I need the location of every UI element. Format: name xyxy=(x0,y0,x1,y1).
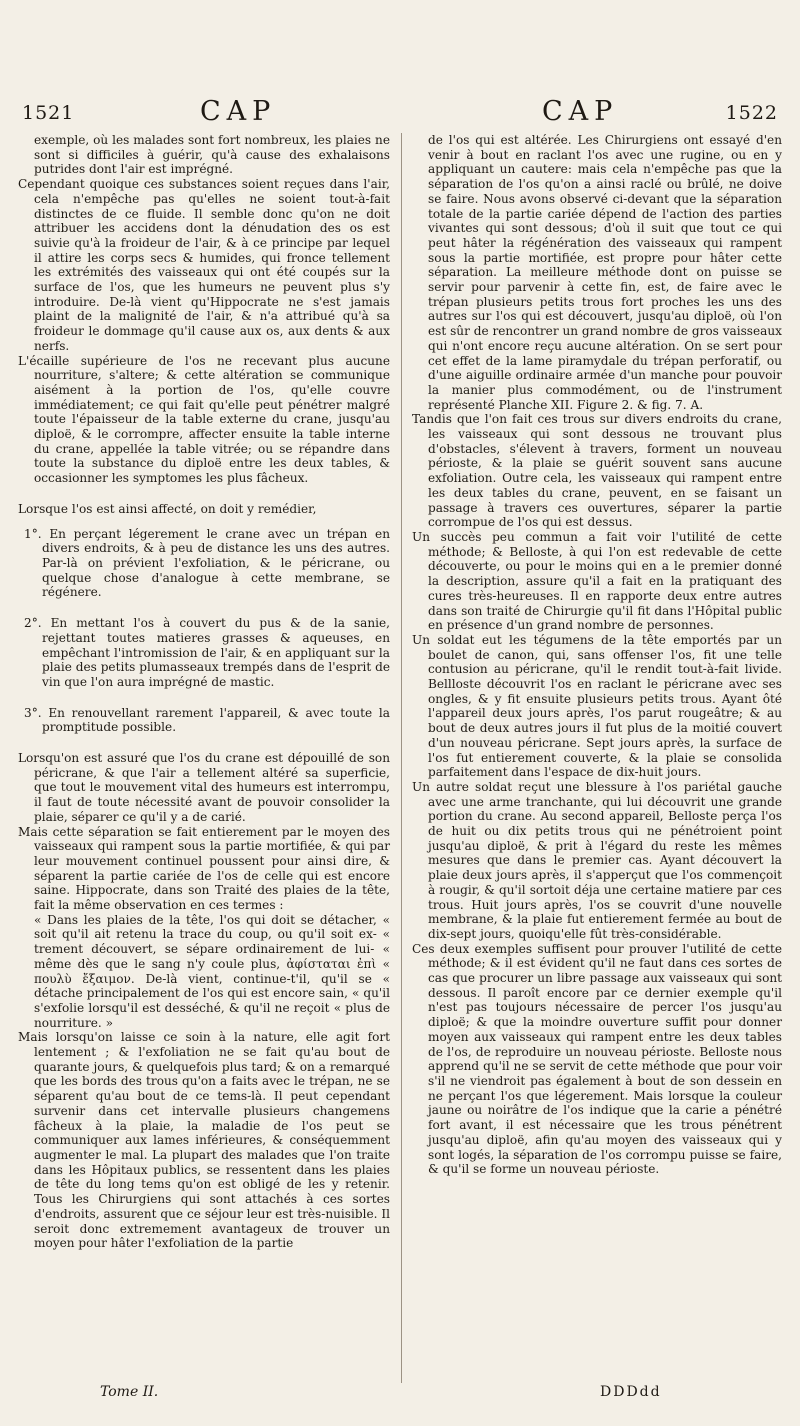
paragraph: Mais cette séparation se fait entierement par le moyen des vaisseaux qui rampent sous la partie mortifiée, & qui par leur mouvement continuel poussent pour ainsi dire, & séparent la partie cariée de l'os de celle qui est encore saine. Hippocrate, dans son Traité des plaies de la tête, fait la même observation en ces termes : xyxy=(18,824,390,913)
paragraph: Un succès peu commun a fait voir l'utilité de cette méthode; & Belloste, à qui l'on est redevable de cette découverte, ou pour le moins qui en a le premier donné la description, assure qu'il a fait en la pratiquant des cures très-heureuses. Il en rapporte deux entre autres dans son traité de Chirurgie qu'il fit dans l'Hôpital public en présence d'un grand nombre de personnes. xyxy=(412,529,782,633)
paragraph: L'écaille supérieure de l'os ne recevant plus aucune nourriture, s'altere; & cette altération se communique aisément à la portion de l'os, qu'elle couvre immédiatement; ce qui fait qu'elle peut pénétrer malgré toute l'épaisseur de la table externe du crane, jusqu'au diploë, & le corrompre, affecter ensuite la table interne du crane, appellée la table vitrée; ou se répandre dans toute la substance du diploë entre les deux tables, & occasionner les symptomes les plus fâcheux. xyxy=(18,353,390,486)
paragraph: « Dans les plaies de la tête, l'os qui doit se détacher, « soit qu'il ait retenu la trace du coup, ou qu'il soit ex- « trement découvert, se sépare ordinairement de lui- « même dès que le sang n'y coule plus, ἀφίσταται ἐπὶ « πουλὺ ἔξαιμον. De-là vient, continue-t'il, qu'il se « détache principalement de l'os qui est encore sain, « qu'il s'exfolie lorsqu'il est desséché, & qu'il ne reçoit « plus de nourriture. » xyxy=(34,912,390,1030)
left-column xyxy=(18,133,390,1251)
column-divider xyxy=(401,133,402,1383)
paragraph: Tandis que l'on fait ces trous sur divers endroits du crane, les vaisseaux qui sont dessous ne trouvant plus d'obstacles, s'élevent à travers, forment un nouveau périoste, & la plaie se guérit souvent sans aucune exfoliation. Outre cela, les vaisseaux qui rampent entre les deux tables du crane, peuvent, en se faisant un passage à travers ces ouvertures, séparer la partie corrompue de l'os qui est dessus. xyxy=(412,412,782,530)
gathering-signature: DDDdd xyxy=(600,1384,662,1400)
paragraph: Un soldat eut les tégumens de la tête emportés par un boulet de canon, qui, sans offenser l'os, fit une telle contusion au péricrane, qu'il le rendit tout-à-fait livide. Bellloste découvrit l'os en raclant le péricrane avec ses ongles, & y fit ensuite plusieurs petits trous. Ayant ôté l'appareil deux jours après, l'os parut rougeâtre; & au bout de deux autres jours il fut plus de la moitié couvert d'un nouveau péricrane. Sept jours après, la surface de l'os fut entierement couverte, & la plaie se consolida parfaitement dans l'espace de dix-huit jours. xyxy=(412,632,782,780)
paragraph: Lorsqu'on est assuré que l'os du crane est dépouillé de son péricrane, & que l'air a tellement altéré sa superficie, que tout le mouvement vital des humeurs est interrompu, il faut de toute nécessité avant de pouvoir consolider la plaie, séparer ce qu'il y a de carié. xyxy=(18,751,390,824)
paragraph: 3°. En renouvellant rarement l'appareil, & avec toute la promptitude possible. xyxy=(24,705,390,735)
paragraph: exemple, où les malades sont fort nombreux, les plaies ne sont si difficiles à guérir, qu'à cause des exhalaisons putrides dont l'air est imprégné. xyxy=(34,133,390,177)
paragraph: Lorsque l'os est ainsi affecté, on doit y remédier, xyxy=(18,501,317,516)
left-page-number: 1521 xyxy=(22,102,75,124)
right-page-number: 1522 xyxy=(725,102,778,124)
paragraph: 2°. En mettant l'os à couvert du pus & de la sanie, rejettant toutes matieres grasses & aqueuses, en empêchant l'intromission de l'air, & en appliquant sur la plaie des petits plumasseaux trempés dans de l'esprit de vin que l'on aura imprégné de mastic. xyxy=(24,616,390,689)
left-headword: CAP xyxy=(200,96,277,127)
paragraph: Cependant quoique ces substances soient reçues dans l'air, cela n'empêche pas qu'elles ne soient tout-à-fait distinctes de ce fluide. Il semble donc qu'on ne doit attribuer les accidens dont la dénudation des os est suivie qu'à la froideur de l'air, & à ce principe par lequel il attire les corps secs & humides, qui fronce tellement les extrémités des vaisseaux qui ont été coupés sur la surface de l'os, que les humeurs ne peuvent plus s'y introduire. De-là vient qu'Hippocrate ne s'est jamais plaint de la malignité de l'air, & n'a attribué qu'à sa froideur le dommage qu'il cause aux os, aux dents & aux nerfs. xyxy=(18,177,390,353)
paragraph: 1°. En perçant légerement le crane avec un trépan en divers endroits, & à peu de distance les uns des autres. Par-là on prévient l'exfoliation, & le péricrane, ou quelque chose d'analogue à cette membrane, se régénere. xyxy=(24,526,390,600)
volume-signature: Tome II. xyxy=(100,1384,159,1400)
right-headword: CAP xyxy=(542,96,619,127)
paragraph: Ces deux exemples suffisent pour prouver l'utilité de cette méthode; & il est évident qu'il ne faut dans ces sortes de cas que procurer un libre passage aux vaisseaux qui sont dessous. Il paroît encore par ce dernier exemple qu'il n'est pas toujours nécessaire de percer l'os jusqu'au diploë; & que la moindre ouverture suffit pour donner moyen aux vaisseaux qui rampent entre les deux tables de l'os, de reproduire un nouveau périoste. Belloste nous apprend qu'il ne se servit de cette méthode que pour voir s'il ne viendroit pas également à bout de son dessein en ne perçant l'os que légerement. Mais lorsque la couleur jaune ou noirâtre de l'os indique que la carie a pénétré fort avant, il est nécessaire que les trous pénétrent jusqu'au diploë, afin qu'au moyen des vaisseaux qui y sont logés, la séparation de l'os corrompu puisse se faire, & qu'il se forme un nouveau périoste. xyxy=(412,941,782,1177)
running-head xyxy=(22,96,778,134)
right-column xyxy=(412,133,782,1177)
paragraph: Mais lorsqu'on laisse ce soin à la nature, elle agit fort lentement ; & l'exfoliation ne se fait qu'au bout de quarante jours, & quelquefois plus tard; & on a remarqué que les bords des trous qu'on a faits avec le trépan, ne se séparent qu'au bout de ce tems-là. Il peut cependant survenir dans cet intervalle plusieurs changemens fâcheux à la plaie, la maladie de l'os peut se communiquer aux lames inférieures, & conséquemment augmenter le mal. La plupart des malades que l'on traite dans les Hôpitaux publics, se ressentent dans les plaies de tête du long tems qu'on est obligé de les y retenir. Tous les Chirurgiens qui sont attachés à ces sortes d'endroits, assurent que ce séjour leur est très-nuisible. Il seroit donc extremement avantageux de trouver un moyen pour hâter l'exfoliation de la partie xyxy=(18,1030,390,1251)
paragraph: de l'os qui est altérée. Les Chirurgiens ont essayé d'en venir à bout en raclant l'os avec une rugine, ou en y appliquant un cautere: mais cela n'empêche pas que la séparation de l'os qu'on a ainsi raclé ou brûlé, ne doive se faire. Nous avons observé ci-devant que la séparation totale de la partie cariée dépend de l'action des parties vivantes qui sont dessous; d'où il suit que tout ce qui peut hâter la régénération des vaisseaux qui rampent sous la partie mortifiée, est propre pour hâter cette séparation. La meilleure méthode dont on puisse se servir pour parvenir à cette fin, est, de faire avec le trépan plusieurs petits trous fort proches les uns des autres sur l'os qui est découvert, jusqu'au diploë, où l'on est sûr de rencontrer un grand nombre de gros vaisseaux qui n'ont encore reçu aucune altération. On se sert pour cet effet de la lame piramydale du trépan perforatif, ou d'une aiguille ordinaire armée d'un manche pour pouvoir la manier plus commodément, ou de l'instrument représenté Planche XII. Figure 2. & fig. 7. A. xyxy=(428,133,782,412)
paragraph: Un autre soldat reçut une blessure à l'os pariétal gauche avec une arme tranchante, qui lui découvrit une grande portion du crane. Au second appareil, Belloste perça l'os de huit ou dix petits trous qui ne pénétroient point jusqu'au diploë, & prit à l'égard du reste les mêmes mesures que dans le premier cas. Ayant découvert la plaie deux jours après, il s'apperçut que l'os commençoit à rougir, & qu'il sortoit déja une certaine matiere par ces trous. Huit jours après, l'os se couvrit d'une nouvelle membrane, & la plaie fut entierement fermée au bout de dix-sept jours, quoiqu'elle fût très-considérable. xyxy=(412,779,782,941)
